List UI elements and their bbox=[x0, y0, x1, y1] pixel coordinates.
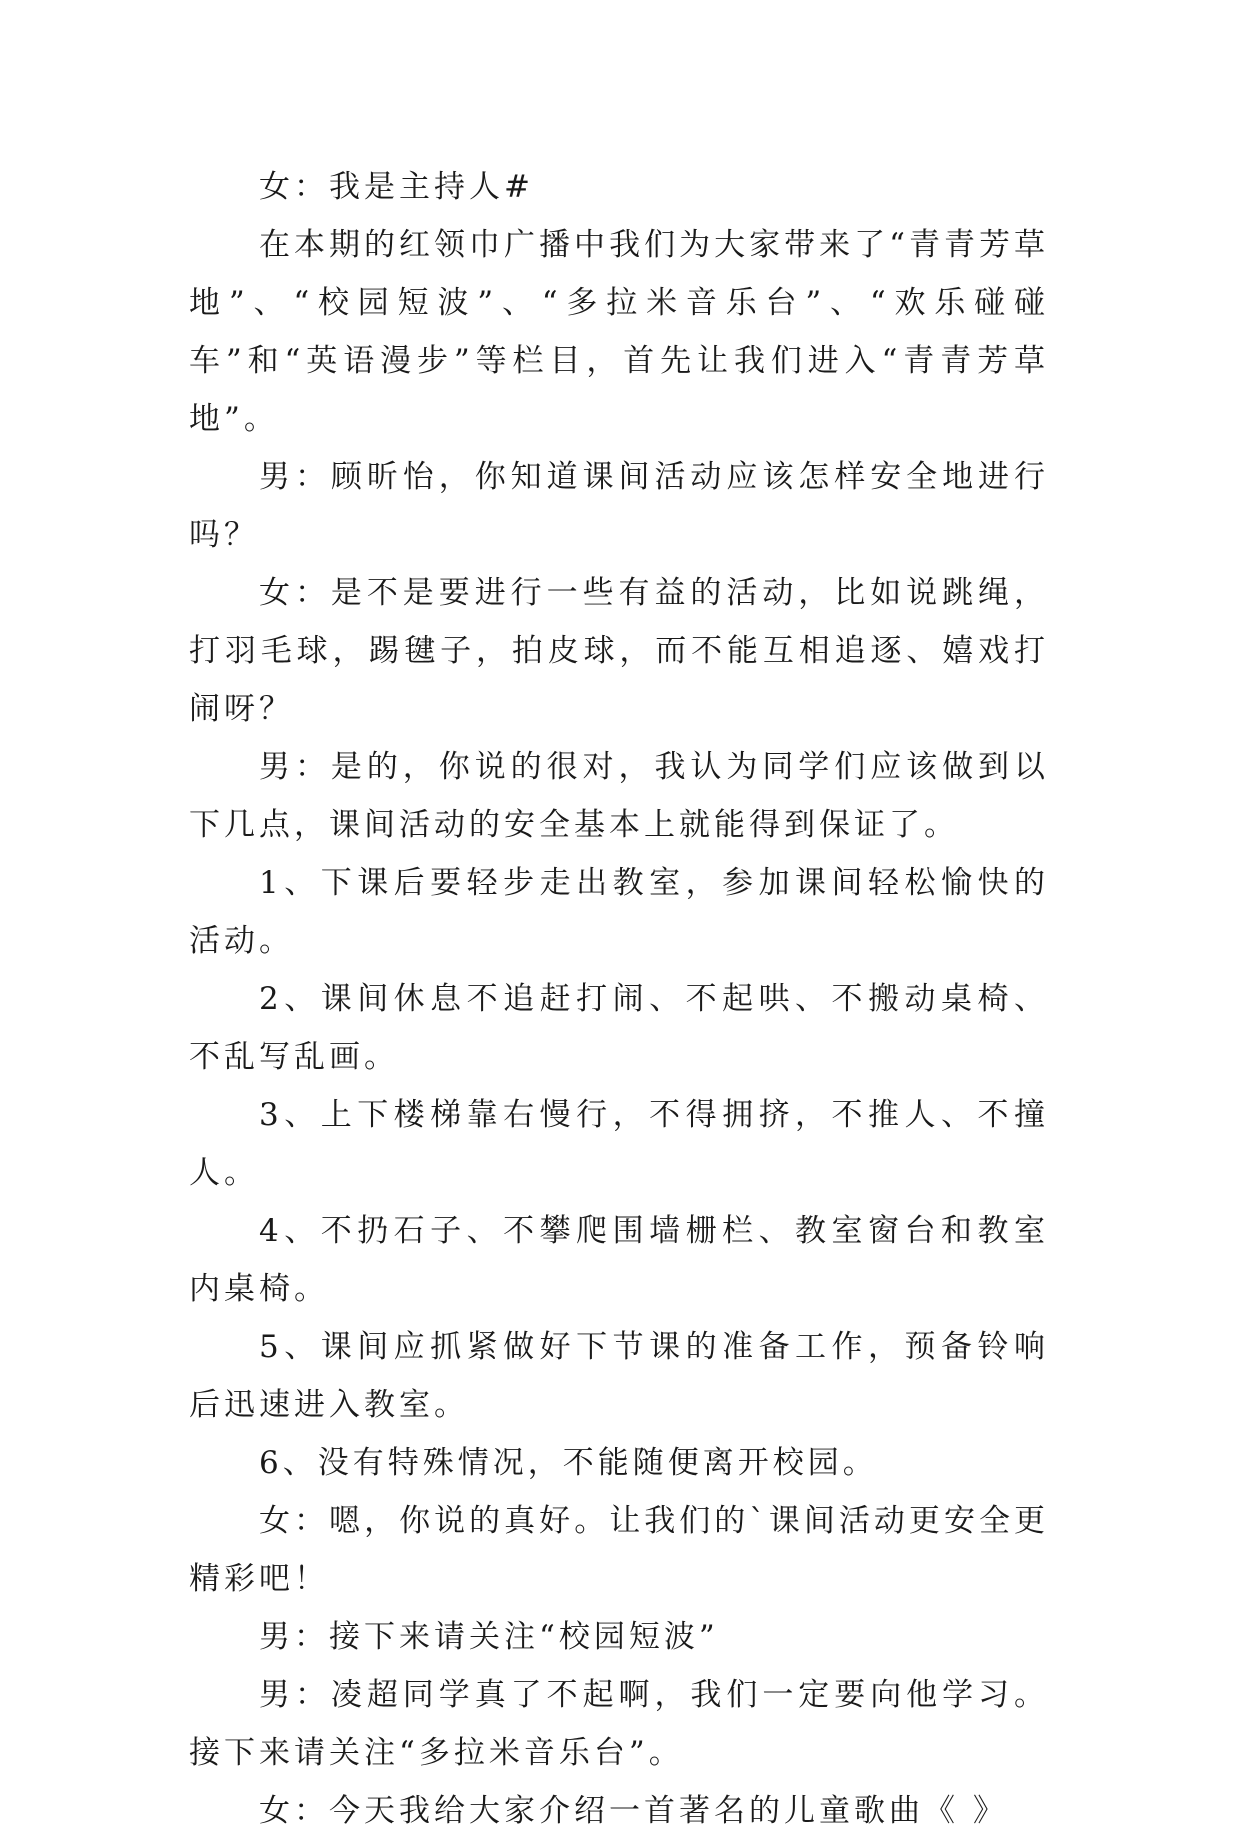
document-body bbox=[189, 158, 1049, 1840]
paragraph-rule-6: 6、没有特殊情况，不能随便离开校园。 bbox=[259, 1445, 878, 1481]
paragraph-music-intro: 男：凌超同学真了不起啊，我们一定要向他学习。接下来请关注“多拉米音乐台”。 bbox=[189, 1677, 1049, 1771]
paragraph-answer: 女：是不是要进行一些有益的活动，比如说跳绳，打羽毛球，踢毽子，拍皮球，而不能互相追逐、嬉戏打闹呀？ bbox=[189, 575, 1049, 727]
paragraph-host-intro: 女：我是主持人# bbox=[259, 169, 534, 205]
paragraph-rule-3: 3、上下楼梯靠右慢行，不得拥挤，不推人、不撞人。 bbox=[189, 1097, 1049, 1191]
paragraph-question: 男：顾昕怡，你知道课间活动应该怎样安全地进行吗？ bbox=[189, 459, 1049, 553]
paragraph-program-intro: 在本期的红领巾广播中我们为大家带来了“青青芳草地”、“校园短波”、“多拉米音乐台”、“欢乐碰碰车”和“英语漫步”等栏目，首先让我们进入“青青芳草地”。 bbox=[189, 227, 1049, 437]
paragraph-rule-5: 5、课间应抓紧做好下节课的准备工作，预备铃响后迅速进入教室。 bbox=[189, 1329, 1049, 1423]
paragraph-rule-1: 1、下课后要轻步走出教室，参加课间轻松愉快的活动。 bbox=[189, 865, 1049, 959]
paragraph-praise: 女：嗯，你说的真好。让我们的`课间活动更安全更精彩吧！ bbox=[189, 1503, 1049, 1597]
paragraph-response: 男：是的，你说的很对，我认为同学们应该做到以下几点，课间活动的安全基本上就能得到保证了。 bbox=[189, 749, 1049, 843]
paragraph-campus-news: 男：接下来请关注“校园短波” bbox=[259, 1619, 719, 1655]
paragraph-rule-4: 4、不扔石子、不攀爬围墙栅栏、教室窗台和教室内桌椅。 bbox=[189, 1213, 1049, 1307]
paragraph-song: 女：今天我给大家介绍一首著名的儿童歌曲《 》 bbox=[259, 1793, 1008, 1829]
paragraph-rule-2: 2、课间休息不追赶打闹、不起哄、不搬动桌椅、不乱写乱画。 bbox=[189, 981, 1049, 1075]
